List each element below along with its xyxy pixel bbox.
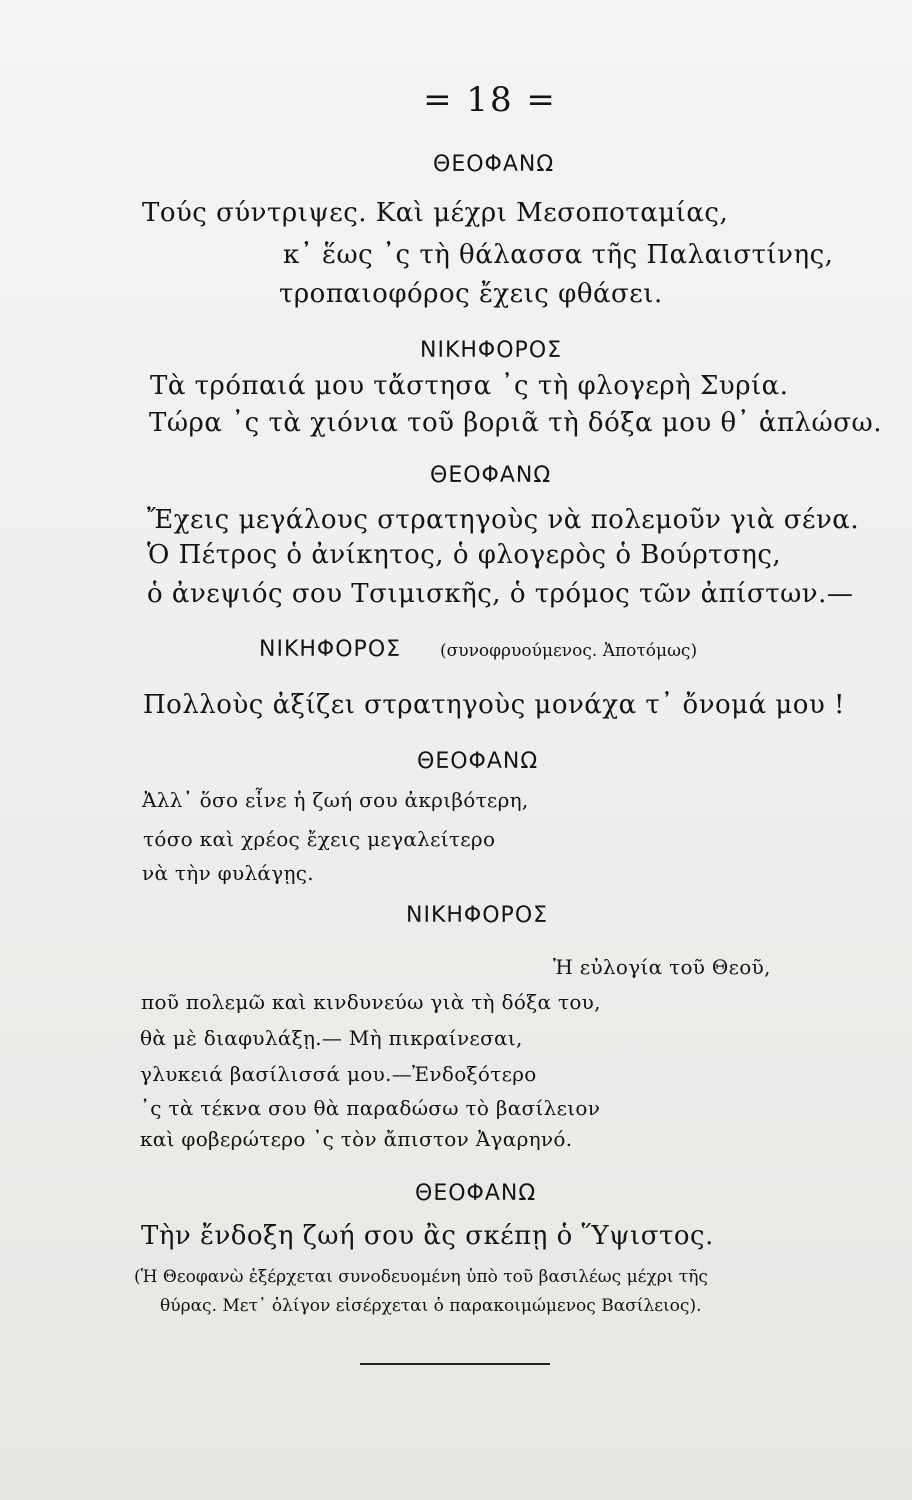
verse-line: ὁ ἀνεψιός σου Τσιμισκῆς, ὁ τρόμος τῶν ἀπίστων.— bbox=[147, 579, 854, 609]
verse-line: καὶ φοβερώτερο ᾽ς τὸν ἄπιστον Ἀγαρηνό. bbox=[140, 1127, 573, 1151]
verse-line: θὰ μὲ διαφυλάξῃ.— Μὴ πικραίνεσαι, bbox=[140, 1026, 523, 1050]
verse-line: Ὁ Πέτρος ὁ ἀνίκητος, ὁ φλογερὸς ὁ Βούρτσης, bbox=[147, 540, 782, 570]
closing-stage-direction: (Ἡ Θεοφανὼ ἐξέρχεται συνοδευομένη ὑπὸ τοῦ βασιλέως μέχρι τῆς bbox=[134, 1267, 708, 1287]
verse-line: κ᾽ ἕως ᾽ς τὴ θάλασσα τῆς Παλαιστίνης, bbox=[283, 240, 834, 270]
verse-line: Ἡ εὐλογία τοῦ Θεοῦ, bbox=[553, 955, 771, 979]
verse-line: Τὴν ἔνδοξη ζωή σου ἂς σκέπῃ ὁ Ὕψιστος. bbox=[141, 1221, 714, 1251]
speaker-name: ΝΙΚΗΦΟΡΟΣ bbox=[406, 903, 549, 928]
speaker-name: ΝΙΚΗΦΟΡΟΣ bbox=[259, 637, 402, 662]
speaker-name: ΘΕΟΦΑΝΩ bbox=[430, 463, 552, 488]
verse-line: τροπαιοφόρος ἔχεις φθάσει. bbox=[279, 279, 663, 309]
verse-line: γλυκειά βασίλισσά μου.—Ἐνδοξότερο bbox=[140, 1062, 537, 1086]
verse-line: νὰ τὴν φυλάγῃς. bbox=[142, 861, 314, 885]
verse-line: Πολλοὺς ἀξίζει στρατηγοὺς μονάχα τ᾽ ὄνομά μου ! bbox=[143, 690, 845, 720]
speaker-name: ΘΕΟΦΑΝΩ bbox=[415, 1181, 537, 1206]
verse-line: Τούς σύντριψες. Καὶ μέχρι Μεσοποταμίας, bbox=[142, 198, 729, 228]
verse-line: Τὰ τρόπαιά μου τἄστησα ᾽ς τὴ φλογερὴ Συρία. bbox=[150, 371, 789, 401]
section-divider bbox=[360, 1363, 550, 1365]
page-number: = 18 = bbox=[423, 80, 557, 120]
speaker-name: ΘΕΟΦΑΝΩ bbox=[433, 152, 555, 177]
verse-line: ᾽ς τὰ τέκνα σου θὰ παραδώσω τὸ βασίλειον bbox=[140, 1096, 601, 1120]
verse-line: τόσο καὶ χρέος ἔχεις μεγαλείτερο bbox=[143, 827, 496, 851]
speaker-name: ΝΙΚΗΦΟΡΟΣ bbox=[420, 338, 563, 363]
verse-line: Ἔχεις μεγάλους στρατηγοὺς νὰ πολεμοῦν γιὰ σένα. bbox=[147, 505, 860, 535]
speaker-name: ΘΕΟΦΑΝΩ bbox=[417, 749, 539, 774]
verse-line: Ἀλλ᾽ ὅσο εἶνε ἡ ζωή σου ἀκριβότερη, bbox=[142, 788, 529, 812]
verse-line: ποῦ πολεμῶ καὶ κινδυνεύω γιὰ τὴ δόξα του, bbox=[141, 990, 601, 1014]
closing-stage-direction: θύρας. Μετ᾽ ὀλίγον εἰσέρχεται ὁ παρακοιμώμενος Βασίλειος). bbox=[160, 1296, 702, 1316]
verse-line: Τώρα ᾽ς τὰ χιόνια τοῦ βοριᾶ τὴ δόξα μου θ᾽ ἁπλώσω. bbox=[149, 408, 882, 438]
stage-direction: (συνοφρυούμενος. Ἀποτόμως) bbox=[440, 641, 698, 661]
